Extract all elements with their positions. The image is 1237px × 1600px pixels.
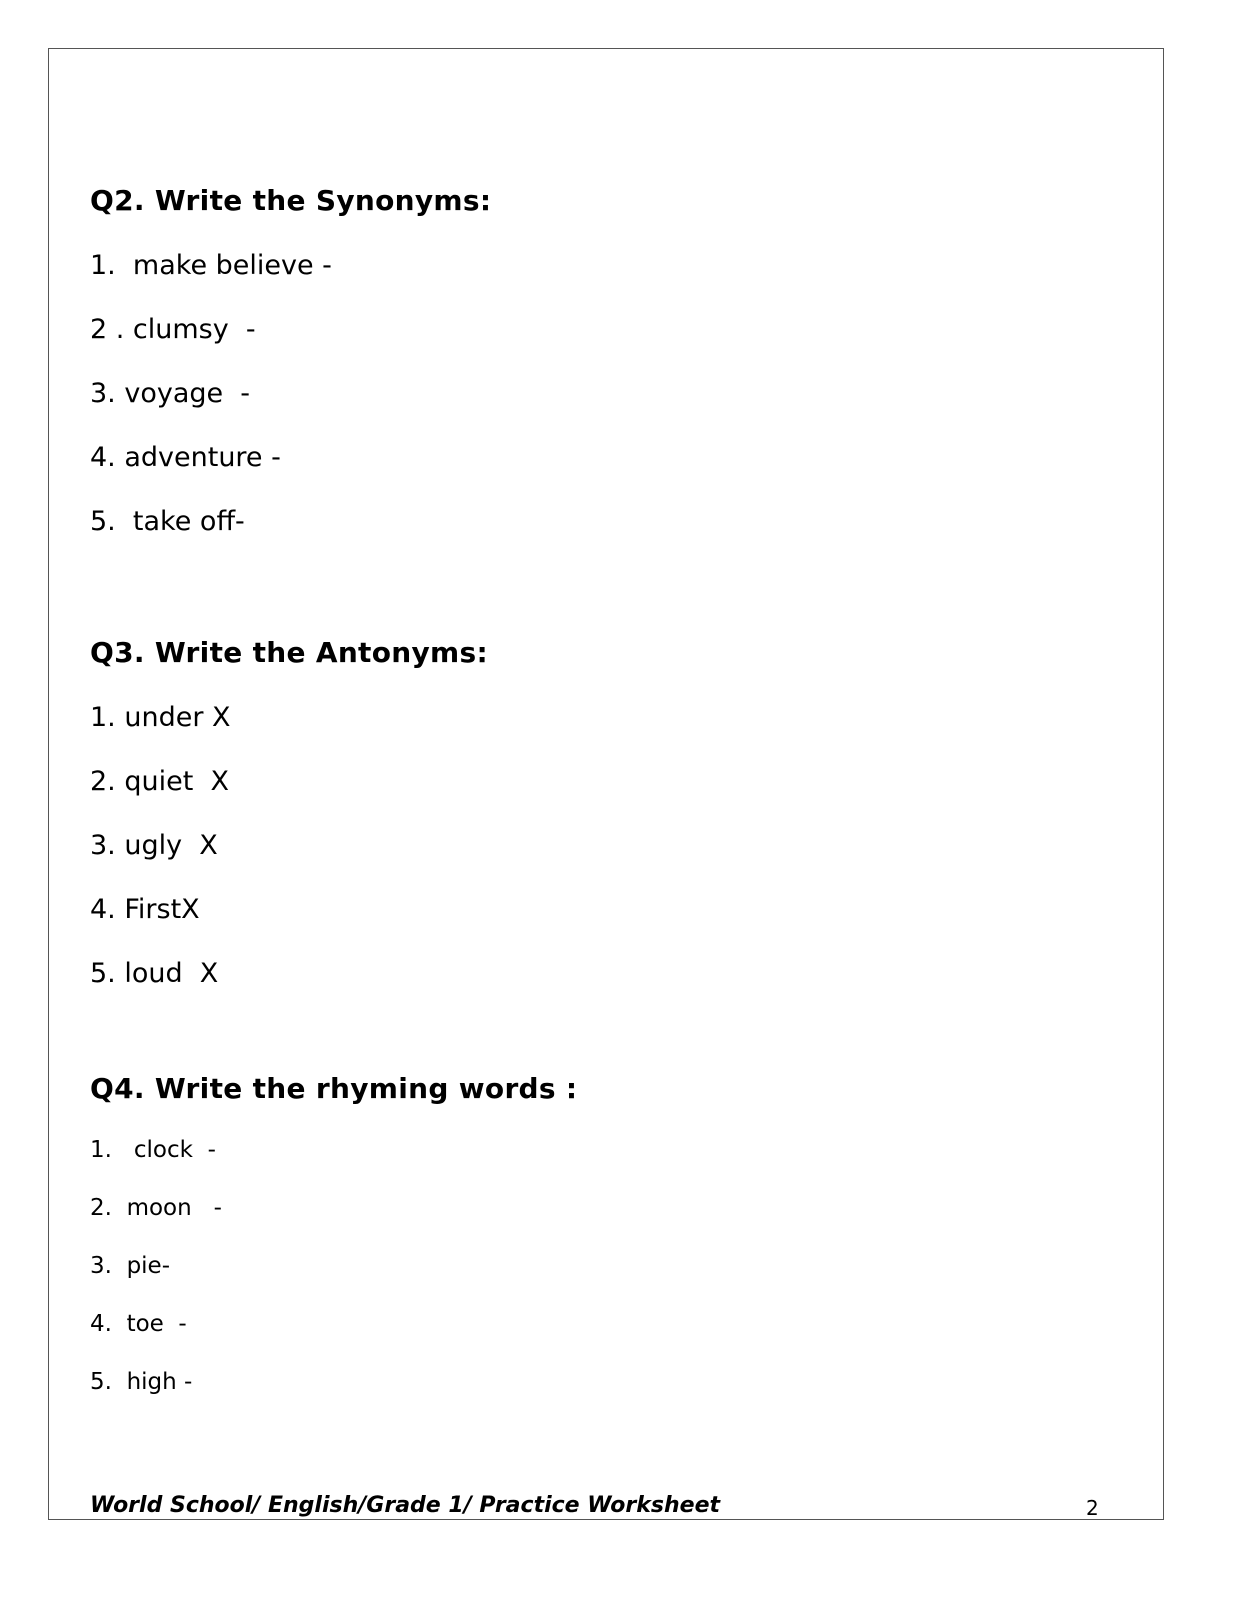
footer-text: World School/ English/Grade 1/ Practice Worksheet [90, 1493, 721, 1518]
q2-title: Q2. Write the Synonyms: [90, 184, 492, 217]
q4-title: Q4. Write the rhyming words : [90, 1072, 578, 1105]
page-number: 2 [1086, 1496, 1099, 1520]
q2-item-5: 5. take off- [90, 506, 245, 537]
q3-item-1: 1. under X [90, 702, 231, 733]
q2-item-4: 4. adventure - [90, 442, 281, 473]
q3-item-3: 3. ugly X [90, 830, 218, 861]
q3-item-5: 5. loud X [90, 958, 219, 989]
q3-title: Q3. Write the Antonyms: [90, 636, 488, 669]
q3-item-2: 2. quiet X [90, 766, 229, 797]
q2-item-1: 1. make believe - [90, 250, 332, 281]
q4-item-3: 3. pie- [90, 1253, 171, 1279]
q4-item-5: 5. high - [90, 1369, 193, 1395]
q4-item-1: 1. clock - [90, 1137, 216, 1163]
q4-item-2: 2. moon - [90, 1195, 222, 1221]
q2-item-3: 3. voyage - [90, 378, 251, 409]
q2-item-2: 2 . clumsy - [90, 314, 256, 345]
q4-item-4: 4. toe - [90, 1311, 187, 1337]
q3-item-4: 4. FirstX [90, 894, 200, 925]
